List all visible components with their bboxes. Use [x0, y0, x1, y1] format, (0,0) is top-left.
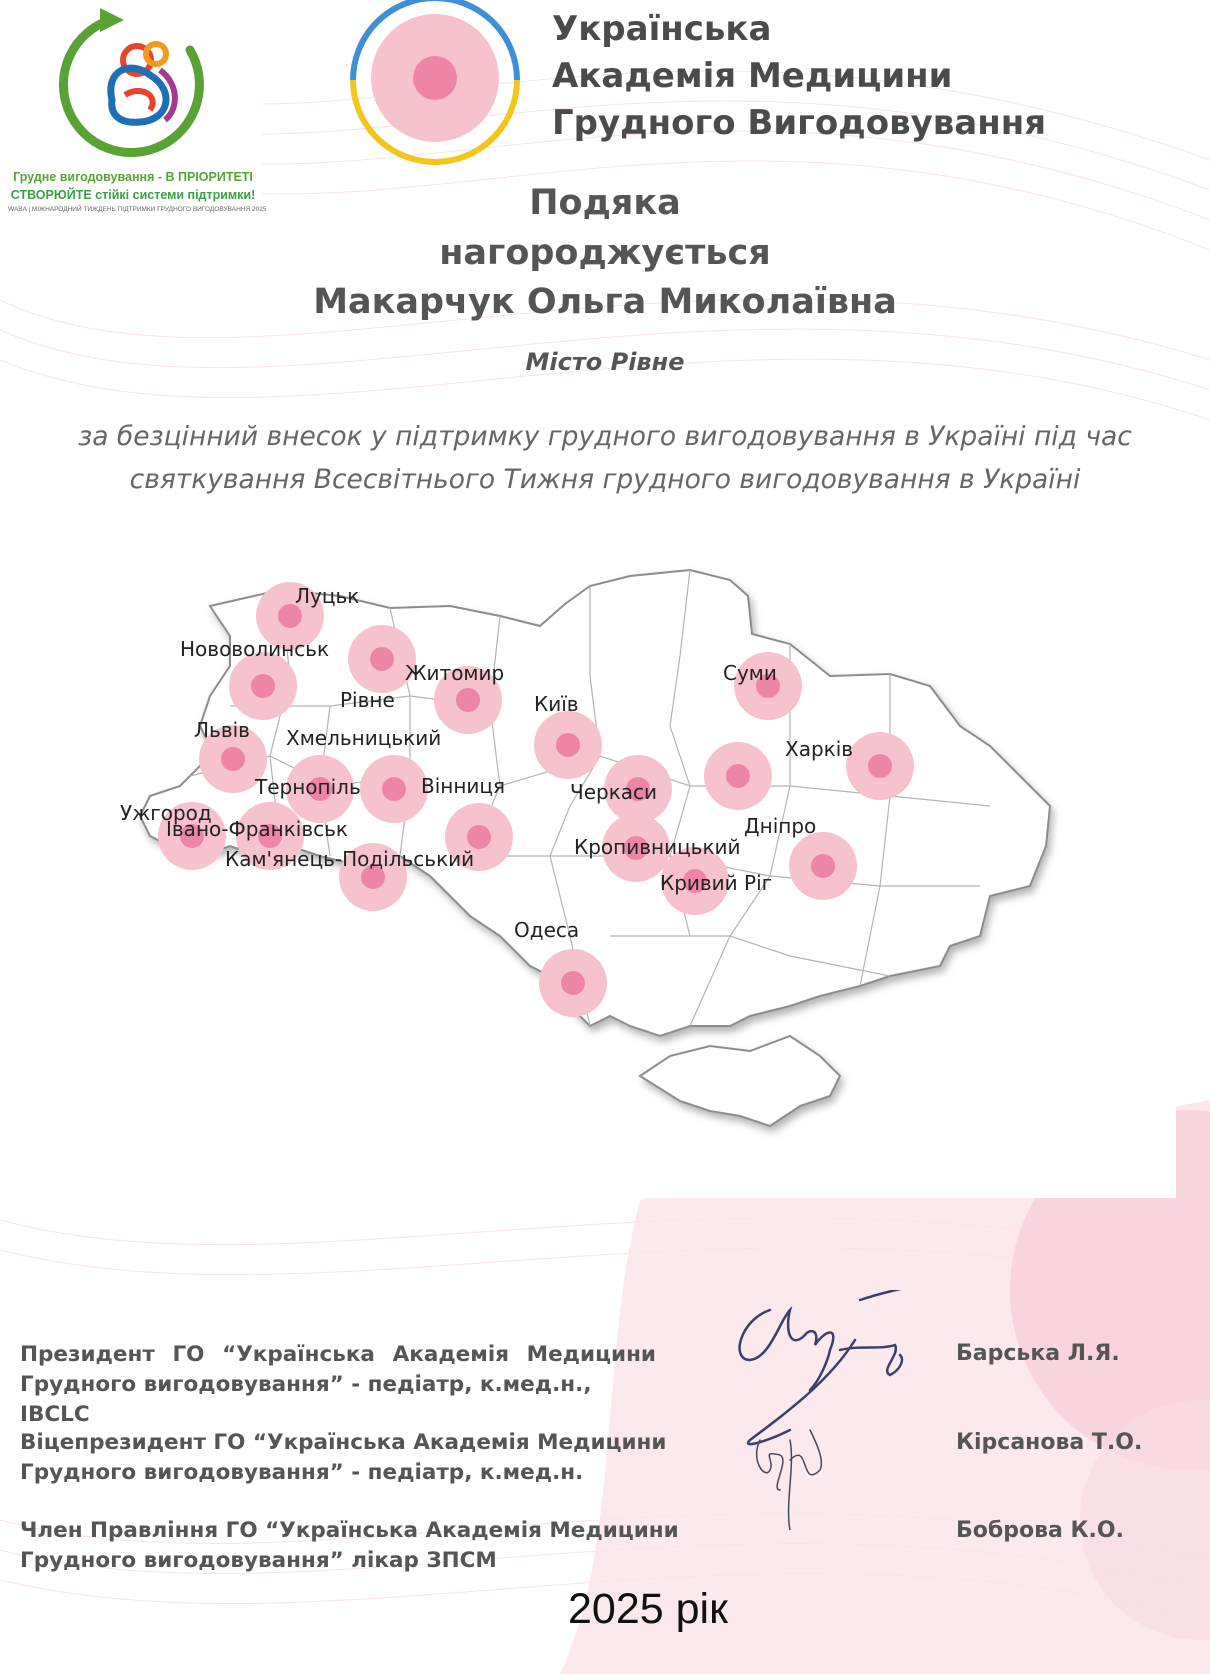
- city-marker-dnipro-region: [704, 742, 772, 810]
- city-marker-kyiv: [534, 711, 602, 779]
- city-label: Одеса: [514, 918, 580, 942]
- signatory-1-name: Барська Л.Я.: [956, 1341, 1120, 1366]
- academy-emblem-icon: [345, 0, 525, 166]
- academy-name: [552, 6, 1046, 147]
- city-label: Київ: [534, 692, 579, 716]
- signatory-3-role-line2: Грудного вигодовування” лікар ЗПСМ: [20, 1548, 497, 1573]
- city-label: Кропивницький: [574, 835, 741, 859]
- certificate-title: Подяка: [529, 183, 681, 223]
- certificate-year: 2025 рік: [568, 1585, 728, 1633]
- city-marker-novovolynsk: [229, 652, 297, 720]
- city-label: Рівне: [340, 688, 395, 712]
- city-label: Кривий Ріг: [660, 871, 773, 895]
- city-label: Луцьк: [295, 584, 360, 608]
- city-label: Дніпро: [744, 814, 817, 838]
- signatory-2-name: Кірсанова Т.О.: [956, 1430, 1143, 1455]
- waba-tagline-2: СТВОРЮЙТЕ стійкі системи підтримки!: [10, 188, 256, 202]
- city-marker-dnipro: [789, 832, 857, 900]
- city-label: Ужгород: [120, 801, 212, 825]
- signatory-3-role: [20, 1516, 679, 1576]
- city-label: Черкаси: [570, 780, 658, 804]
- waba-emblem-icon: [0, 0, 262, 170]
- certificate-reason: [0, 415, 1210, 501]
- city-label: Харків: [785, 737, 854, 761]
- ukraine-map: [30, 556, 1176, 1198]
- city-marker-odesa: [539, 949, 607, 1017]
- city-marker-khmelnytskyi: [360, 755, 428, 823]
- signatory-2-role-line2: Грудного вигодовування” - педіатр, к.мед.н.: [20, 1460, 584, 1485]
- certificate-awarded: нагороджується: [439, 233, 771, 273]
- recipient-city: Місто Рівне: [525, 348, 685, 376]
- recipient-name: Макарчук Ольга Миколаївна: [313, 282, 897, 322]
- city-label: Кам'янець-Подільський: [225, 847, 475, 871]
- city-label: Івано-Франківськ: [166, 817, 349, 841]
- signatory-2-role-line1: Віцепрезидент ГО “Українська Академія Медицини: [20, 1430, 667, 1455]
- city-label: Вінниця: [421, 774, 506, 798]
- city-label: Львів: [194, 718, 250, 742]
- signatory-1-role-line2: Грудного вигодовування” - педіатр, к.мед.н., IBCLC: [20, 1372, 592, 1427]
- city-marker-kharkiv: [846, 732, 914, 800]
- signatory-3-role-line1: Член Правління ГО “Українська Академія Медицини: [20, 1518, 679, 1543]
- city-label: Хмельницький: [286, 726, 442, 750]
- reason-line-2: святкування Всесвітнього Тижня грудного вигодовування в Україні: [129, 464, 1081, 495]
- signatory-1-role: [20, 1340, 656, 1430]
- waba-tagline-1: Грудне вигодовування - В ПРІОРИТЕТІ: [13, 170, 253, 184]
- waba-tagline-3: WABA | МІЖНАРОДНИЙ ТИЖДЕНЬ ПІДТРИМКИ ГРУДНОГО ВИГОДОВУВАННЯ 2025: [8, 206, 267, 213]
- city-label: Тернопіль: [255, 775, 361, 799]
- academy-name-line1: Українська: [552, 9, 772, 49]
- signatures-image: [730, 1290, 950, 1530]
- city-label: Нововолинськ: [180, 637, 330, 661]
- reason-line-1: за безцінний внесок у підтримку грудного вигодовування в Україні під час: [78, 421, 1132, 452]
- signatory-3-name: Боброва К.О.: [956, 1518, 1124, 1543]
- city-label: Житомир: [405, 661, 505, 685]
- signatory-2-role: [20, 1428, 667, 1488]
- academy-name-line3: Грудного Вигодовування: [552, 103, 1047, 143]
- ukraine-map-svg: [30, 556, 1176, 1198]
- city-label: Суми: [723, 661, 777, 685]
- academy-name-line2: Академія Медицини: [552, 56, 953, 96]
- signatory-1-role-line1: Президент ГО “Українська Академія Медицини: [20, 1342, 656, 1367]
